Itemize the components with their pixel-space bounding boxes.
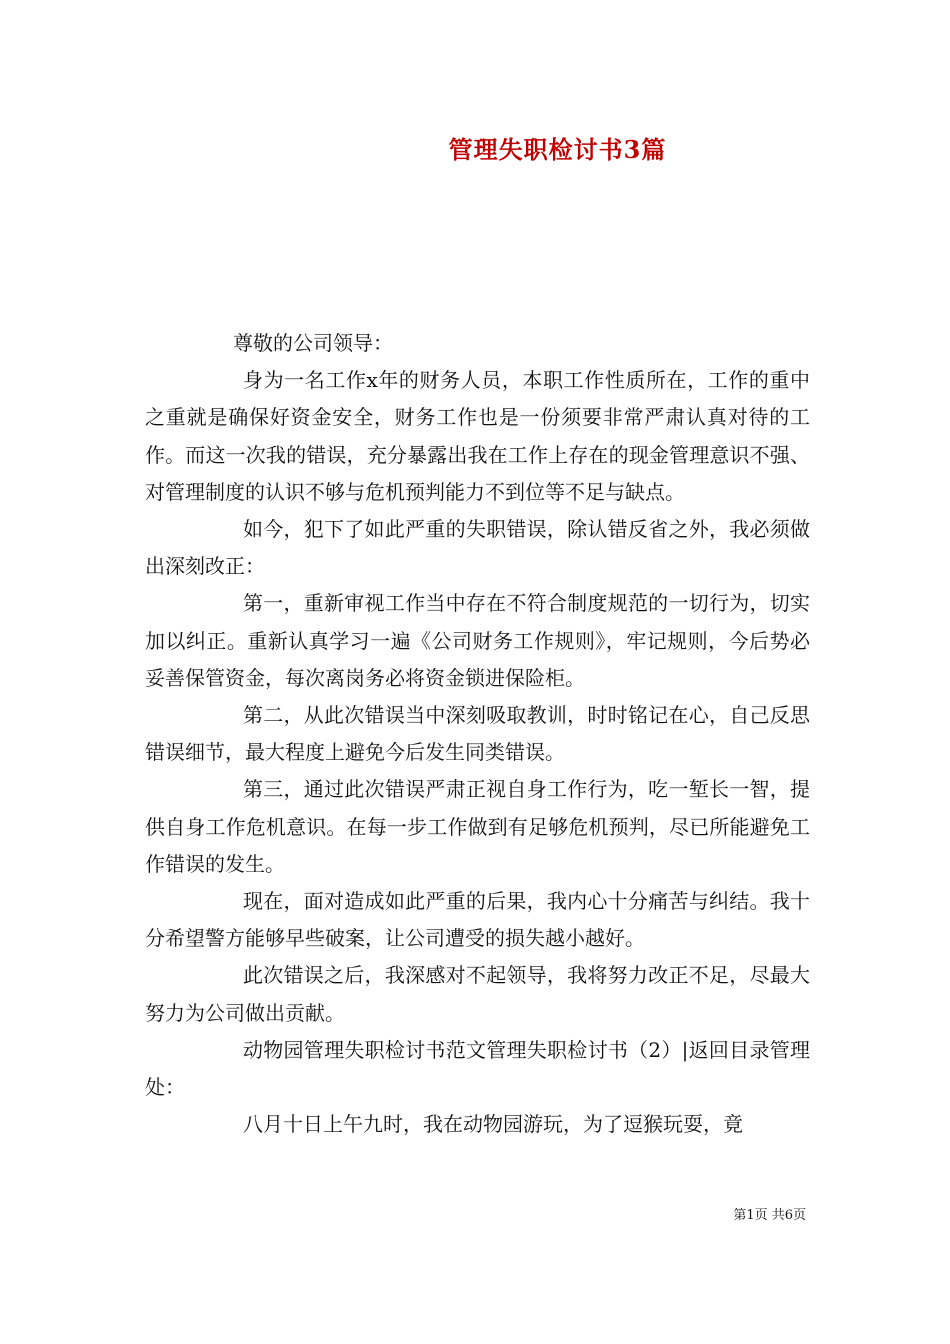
salutation: 尊敬的公司领导：: [233, 331, 393, 355]
document-title: 管理失职检讨书3篇: [448, 135, 667, 164]
paragraph: 第三，通过此次错误严肃正视自身工作行为，吃一堑长一智，提供自身工作危机意识。在每一步工作做到有足够危机预判，尽已所能避免工作错误的发生。: [145, 777, 810, 876]
paragraph: 第一，重新审视工作当中存在不符合制度规范的一切行为，切实加以纠正。重新认真学习一遍《公司财务工作规则》，牢记规则，今后势必妥善保管资金，每次离岗务必将资金锁进保险柜。: [145, 591, 810, 690]
page-number: 第1页 共6页: [733, 1208, 806, 1223]
paragraph: 如今，犯下了如此严重的失职错误，除认错反省之外，我必须做出深刻改正：: [145, 517, 810, 579]
document-body: [145, 325, 810, 1143]
paragraph: 第二，从此次错误当中深刻吸取教训，时时铭记在心，自己反思错误细节，最大程度上避免今后发生同类错误。: [145, 703, 810, 765]
paragraph: 此次错误之后，我深感对不起领导，我将努力改正不足，尽最大努力为公司做出贡献。: [145, 963, 810, 1025]
paragraph: 八月十日上午九时，我在动物园游玩，为了逗猴玩耍，竟: [243, 1112, 743, 1137]
paragraph: 动物园管理失职检讨书范文管理失职检讨书（2）|返回目录管理处：: [145, 1037, 810, 1100]
paragraph: 身为一名工作x年的财务人员，本职工作性质所在，工作的重中之重就是确保好资金安全，财务工作也是一份须要非常严肃认真对待的工作。而这一次我的错误，充分暴露出我在工作上存在的现金管理意识不强、对管理制度的认识不够与危机预判能力不到位等不足与缺点。: [145, 368, 810, 504]
paragraph: 现在，面对造成如此严重的后果，我内心十分痛苦与纠结。我十分希望警方能够早些破案，让公司遭受的损失越小越好。: [145, 889, 810, 951]
